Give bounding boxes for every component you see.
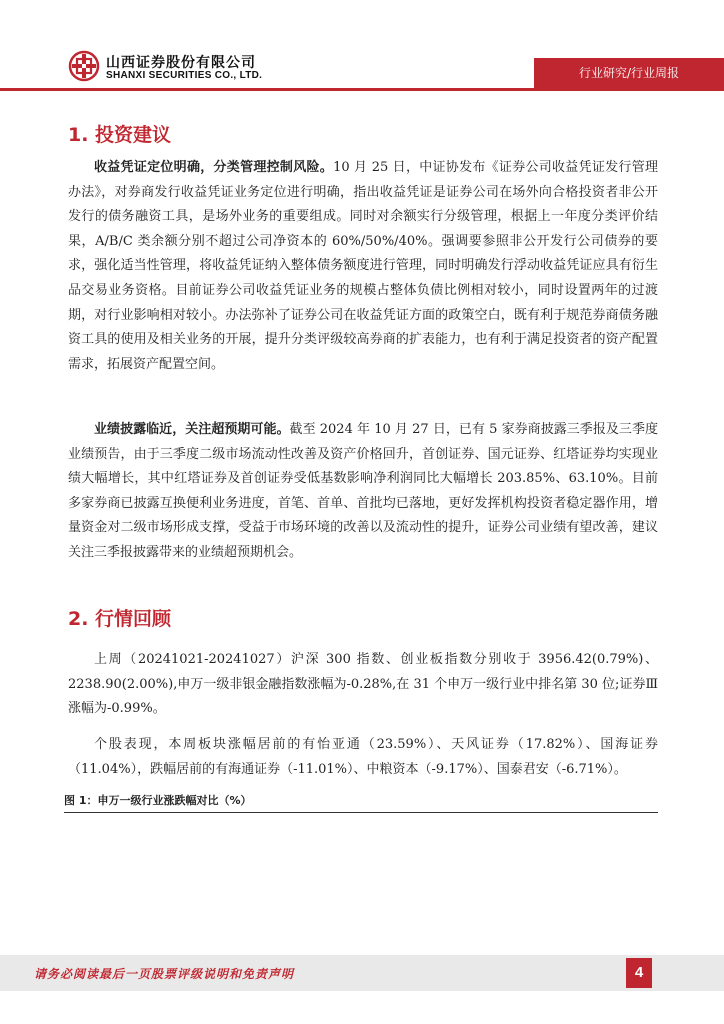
- report-type-badge: 行业研究/行业周报: [534, 58, 724, 88]
- figure-caption-rule: [64, 812, 658, 813]
- company-name-cn: 山西证券股份有限公司: [106, 55, 256, 71]
- paragraph-market-weekly: 上周（20241021-20241027）沪深 300 指数、创业板指数分别收于 3956.42(0.79%)、2238.90(2.00%),申万一级非银金融指数涨幅为-0.28%,在 31 个申万一级行业中排名第 30 位;证券Ⅲ涨幅为-0.99%。: [68, 652, 658, 717]
- figure-caption: 图 1：申万一级行业涨跌幅对比（%）: [64, 794, 252, 807]
- paragraph-body: 截至 2024 年 10 月 27 日，已有 5 家券商披露三季报及三季度业绩预告，由于三季度二级市场流动性改善及资产价格回升，首创证券、国元证券、红塔证券均实现业绩大幅增长，其中红塔证券及首创证券受低基数影响净利润同比大幅增长 203.85%、63.10%。目前多家券商已披露互换便利业务进度，首笔、首单、首批均已落地，更好发挥机构投资者稳定器作用，增量资金对二级市场形成支撑，受益于市场环境的改善以及流动性的提升，证券公司业绩有望改善，建议关注三季报披露带来的业绩超预期机会。: [68, 422, 658, 560]
- page-header: [0, 0, 724, 92]
- company-logo-icon: [68, 50, 100, 82]
- header-divider: [0, 88, 724, 91]
- company-name-en: SHANXI SECURITIES CO., LTD.: [106, 70, 263, 81]
- section-title-investment-advice: 1. 投资建议: [68, 124, 172, 146]
- paragraph-earnings-disclosure: [68, 418, 658, 566]
- page-number: 4: [626, 958, 652, 988]
- page-footer: [0, 955, 724, 991]
- paragraph-body: 10 月 25 日，中证协发布《证券公司收益凭证发行管理办法》，对券商发行收益凭证业务定位进行明确，指出收益凭证是证券公司在场外向合格投资者非公开发行的债务融资工具，是场外业务的重要组成。同时对余额实行分级管理，根据上一年度分类评价结果，A/B/C 类余额分别不超过公司净资本的 60%/50%/40%。强调要参照非公开发行公司债券的要求，强化适当性管理，将收益凭证纳入整体债务额度进行管理，同时明确发行浮动收益凭证应具有衍生品交易业务资格。目前证券公司收益凭证业务的规模占整体负债比例相对较小，同时设置两年的过渡期，对行业影响相对较小。办法弥补了证券公司在收益凭证方面的政策空白，既有利于规范券商债务融资工具的使用及相关业务的开展，提升分类评级较高券商的扩表能力，也有利于满足投资者的资产配置需求，拓展资产配置空间。: [68, 160, 658, 372]
- paragraph-lead: 业绩披露临近，关注超预期可能。: [94, 422, 290, 437]
- paragraph-income-certificate: [68, 156, 658, 377]
- paragraph-lead: 收益凭证定位明确，分类管理控制风险。: [94, 160, 334, 175]
- section-title-market-review: 2. 行情回顾: [68, 608, 172, 630]
- footer-disclaimer: 请务必阅读最后一页股票评级说明和免责声明: [34, 967, 295, 981]
- paragraph-stock-performance: 个股表现，本周板块涨幅居前的有怡亚通（23.59%）、天风证券（17.82%）、国海证券（11.04%），跌幅居前的有海通证券（-11.01%）、中粮资本（-9.17%）、国泰君安（-6.71%）。: [68, 737, 658, 777]
